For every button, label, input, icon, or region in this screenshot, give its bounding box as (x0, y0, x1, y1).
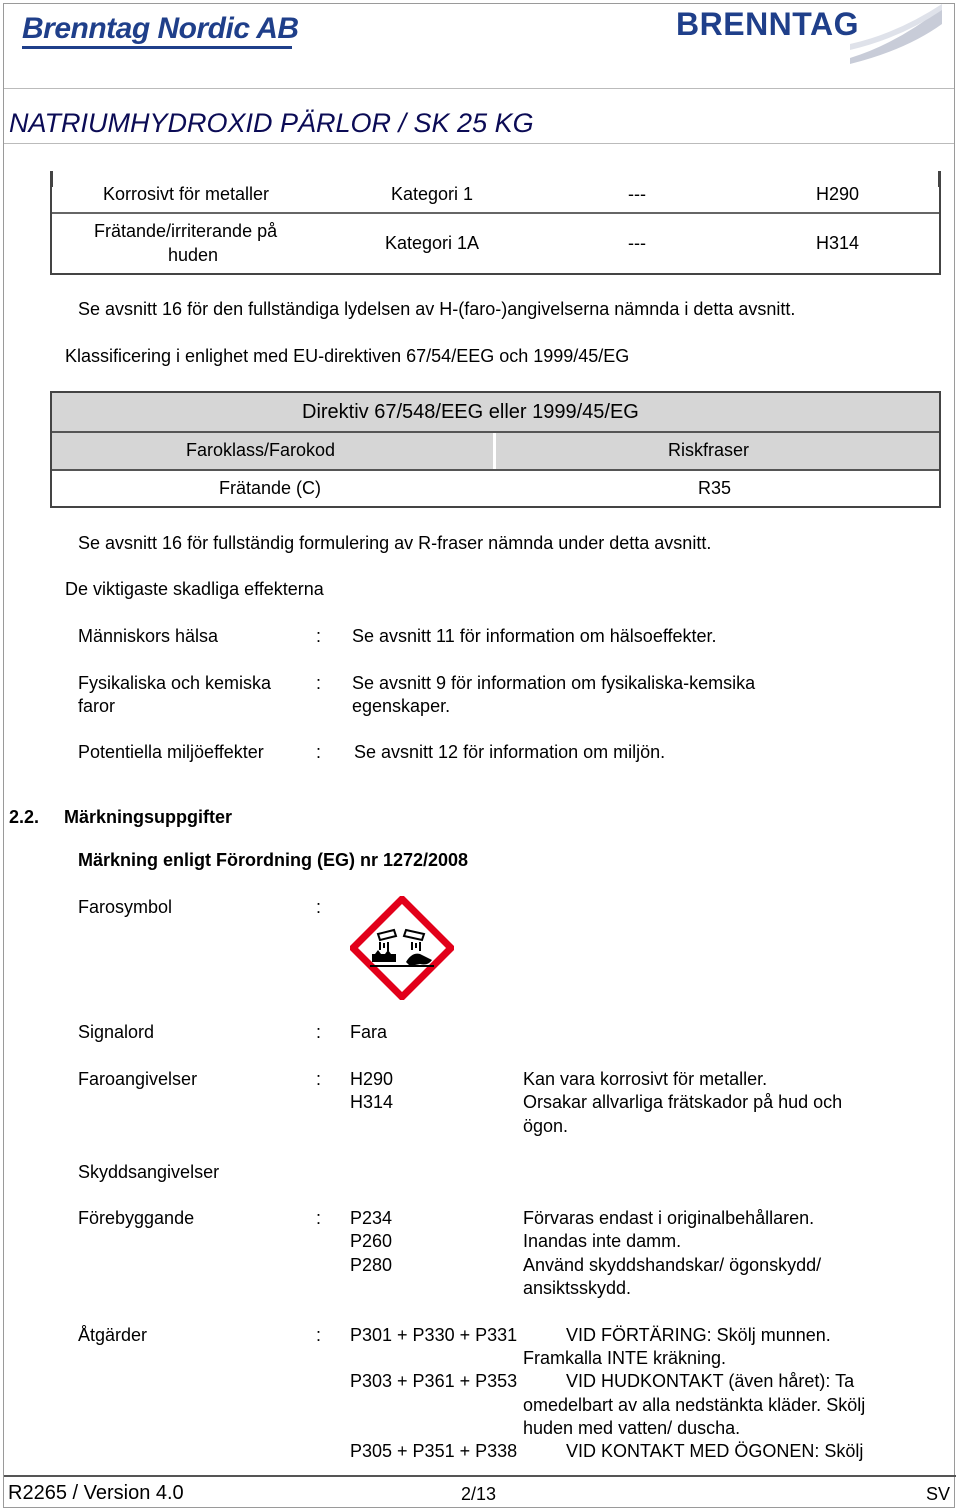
statement-code: H290 (350, 1069, 394, 1089)
effect-text: Se avsnitt 11 för information om hälsoeffekter. (352, 626, 717, 646)
statement-text: Inandas inte damm. (523, 1231, 682, 1251)
pictogram-label: Farosymbol (78, 897, 173, 917)
statement-text: Orsakar allvarliga frätskador på hud och (523, 1092, 843, 1112)
statement-text: VID KONTAKT MED ÖGONEN: Skölj (566, 1441, 864, 1461)
hazard-code-cell: H290 (816, 184, 860, 204)
hazard-category-cell: Kategori 1A (385, 233, 480, 253)
hazard-category-cell: Kategori 1 (391, 184, 474, 204)
table-edge (938, 171, 941, 187)
statement-text: Kan vara korrosivt för metaller. (523, 1069, 768, 1089)
title-divider (4, 143, 954, 144)
h-phrases-note: Se avsnitt 16 för den fullständiga lydelsen av H-(faro-)angivelserna nämnda i detta avsnitt. (78, 299, 796, 319)
effect-label: faror (78, 696, 116, 716)
brenntag-logo: BRENNTAG (676, 6, 859, 42)
document-version: R2265 / Version 4.0 (8, 1482, 184, 1504)
statement-code: H314 (350, 1092, 394, 1112)
page-number: 2/13 (461, 1484, 497, 1504)
colon: : (316, 1069, 322, 1089)
footer-divider (4, 1475, 956, 1477)
statement-text: VID FÖRTÄRING: Skölj munnen. (566, 1325, 831, 1345)
precautionary-statements-label: Skyddsangivelser (78, 1162, 220, 1182)
hazard-class-cell: Korrosivt för metaller (103, 184, 270, 204)
hazard-statements-label: Faroangivelser (78, 1069, 198, 1089)
hazard-dash-cell: --- (628, 233, 646, 253)
brenntag-swoosh-icon (846, 4, 946, 64)
response-label: Åtgärder (78, 1325, 148, 1345)
language-code: SV (926, 1484, 951, 1504)
hazard-code-cell: H314 (816, 233, 860, 253)
header-divider (4, 88, 954, 89)
product-title: NATRIUMHYDROXID PÄRLOR / SK 25 KG (9, 108, 534, 138)
statement-code: P301 + P330 + P331 (350, 1325, 518, 1345)
section-number: 2.2. (9, 807, 40, 827)
statement-code: P260 (350, 1231, 393, 1251)
ghs05-corrosion-icon (350, 896, 454, 1000)
statement-text: ögon. (523, 1116, 569, 1136)
statement-text: Använd skyddshandskar/ ögonskydd/ (523, 1255, 822, 1275)
colon: : (316, 626, 322, 646)
effects-heading: De viktigaste skadliga effekterna (65, 579, 324, 599)
statement-text: ansiktsskydd. (523, 1278, 632, 1298)
colon: : (316, 1325, 322, 1345)
colon: : (316, 1022, 322, 1042)
hazard-dash-cell: --- (628, 184, 646, 204)
effect-text: egenskaper. (352, 696, 451, 716)
effect-label: Människors hälsa (78, 626, 219, 646)
statement-code: P234 (350, 1208, 393, 1228)
effect-text: Se avsnitt 9 för information om fysikaliska-kemsika (352, 673, 756, 693)
statement-code: P303 + P361 + P353 (350, 1371, 518, 1391)
statement-text: omedelbart av alla nedstänkta kläder. Skölj (523, 1395, 866, 1415)
directive-hazard-class-value: Frätande (C) (219, 478, 322, 498)
directive-col-risk-phrases: Riskfraser (668, 440, 750, 460)
statement-text: VID HUDKONTAKT (även håret): Ta (566, 1371, 855, 1391)
effect-text: Se avsnitt 12 för information om miljön. (354, 742, 666, 762)
statement-text: Förvaras endast i originalbehållaren. (523, 1208, 815, 1228)
colon: : (316, 742, 322, 762)
logo-underline (22, 46, 292, 49)
brenntag-nordic-logo: Brenntag Nordic AB (22, 12, 299, 45)
directive-risk-phrase-value: R35 (698, 478, 732, 498)
colon: : (316, 673, 322, 693)
hazard-class-cell: Frätande/irriterande på (94, 221, 278, 241)
r-phrases-note: Se avsnitt 16 för fullständig formulering av R-fraser nämnda under detta avsnitt. (78, 533, 712, 553)
signal-word-value: Fara (350, 1022, 388, 1042)
signal-word-label: Signalord (78, 1022, 155, 1042)
statement-text: Framkalla INTE kräkning. (523, 1348, 727, 1368)
statement-code: P305 + P351 + P338 (350, 1441, 518, 1461)
directive-col-hazard-class: Faroklass/Farokod (186, 440, 336, 460)
table-edge (50, 171, 53, 187)
hazard-class-cell: huden (168, 245, 219, 265)
effect-label: Potentiella miljöeffekter (78, 742, 264, 762)
statement-code: P280 (350, 1255, 393, 1275)
table-row-separator (52, 212, 939, 214)
eu-classification-heading: Klassificering i enlighet med EU-direktiven 67/54/EEG och 1999/45/EG (65, 346, 630, 366)
directive-title: Direktiv 67/548/EEG eller 1999/45/EG (302, 401, 639, 423)
prevention-label: Förebyggande (78, 1208, 195, 1228)
colon: : (316, 1208, 322, 1228)
effect-label: Fysikaliska och kemiska (78, 673, 272, 693)
statement-text: huden med vatten/ duscha. (523, 1418, 741, 1438)
section-title: Märkningsuppgifter (64, 807, 233, 827)
regulation-heading: Märkning enligt Förordning (EG) nr 1272/2008 (78, 850, 469, 870)
colon: : (316, 897, 322, 917)
